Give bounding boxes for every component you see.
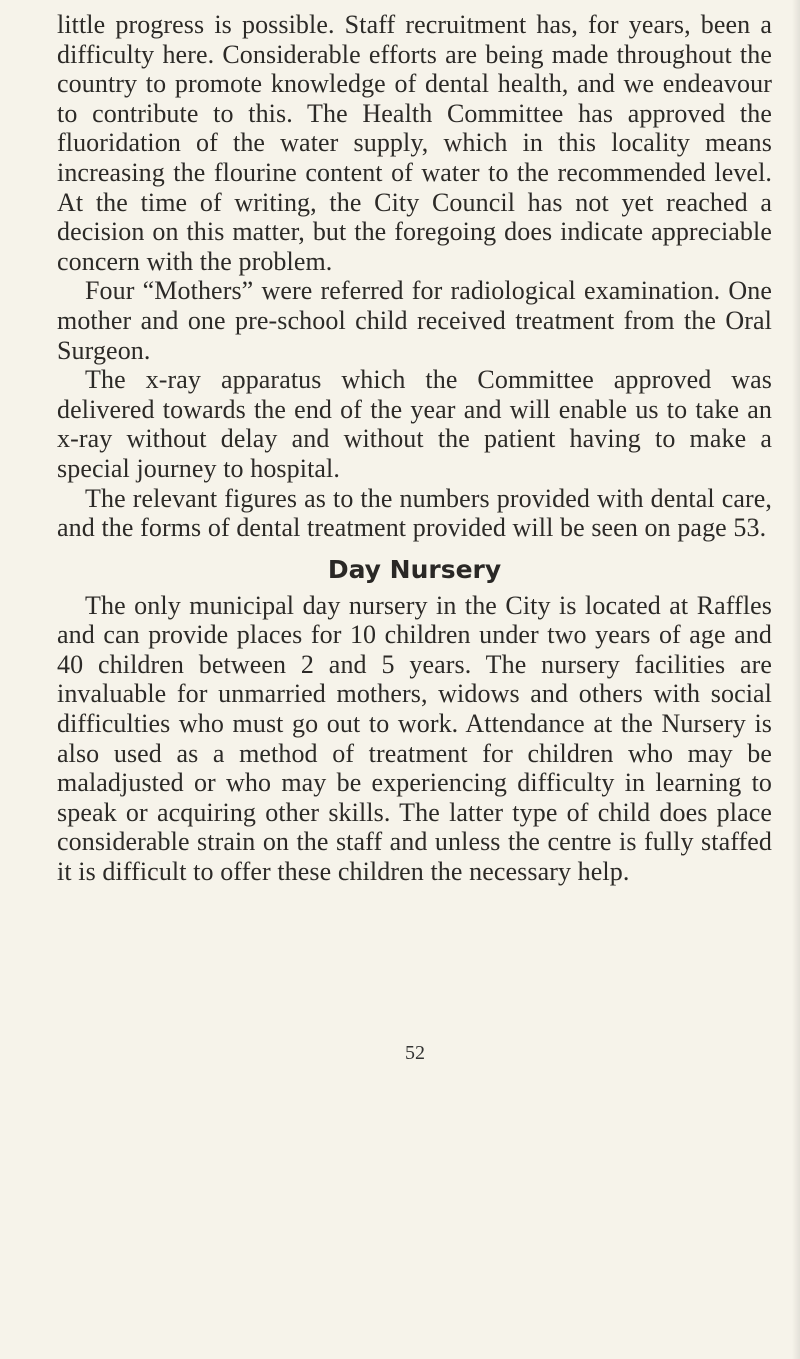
paragraph-figures-reference: The relevant figures as to the numbers provided with dental care, and the forms of dental treatment provided will be seen on page 53. [57,483,772,543]
paragraph-radiological-referral: Four “Mothers” were referred for radiological examination. One mother and one pre-school child received treatment from the Oral Surgeon. [57,276,772,365]
paragraph-day-nursery: The only municipal day nursery in the City is located at Raffles and can provide places for 10 children under two years of age and 40 children between 2 and 5 years. The nursery facilities are invaluable for unmarried mothers, widows and others with social difficulties who must go out to work. Attendance at the Nursery is also used as a method of treatment for children who may be maladjusted or who may be experiencing difficulty in learning to speak or acquiring other skills. The latter type of child does place considerable strain on the staff and unless the centre is fully staffed it is difficult to offer these children the necessary help. [57,590,772,887]
section-heading-day-nursery: Day Nursery [327,554,502,584]
paragraph-fluoridation: little progress is possible. Staff recruitment has, for years, been a difficulty here. Considerable efforts are being made throughout the country to promote knowledge of dental health, and we endeavour to contribute to this. The Health Committee has approved the fluoridation of the water supply, which in this locality means increasing the flourine content of water to the recommended level. At the time of writing, the City Council has not yet reached a decision on this matter, but the foregoing does indicate appreciable concern with the problem. [57,10,772,276]
paragraph-xray-apparatus: The x-ray apparatus which the Committee approved was delivered towards the end of the year and will enable us to take an x-ray without delay and without the patient having to make a special journey to hospital. [57,365,772,483]
page-edge-shadow [792,0,800,1359]
page-number: 52 [405,1042,425,1064]
